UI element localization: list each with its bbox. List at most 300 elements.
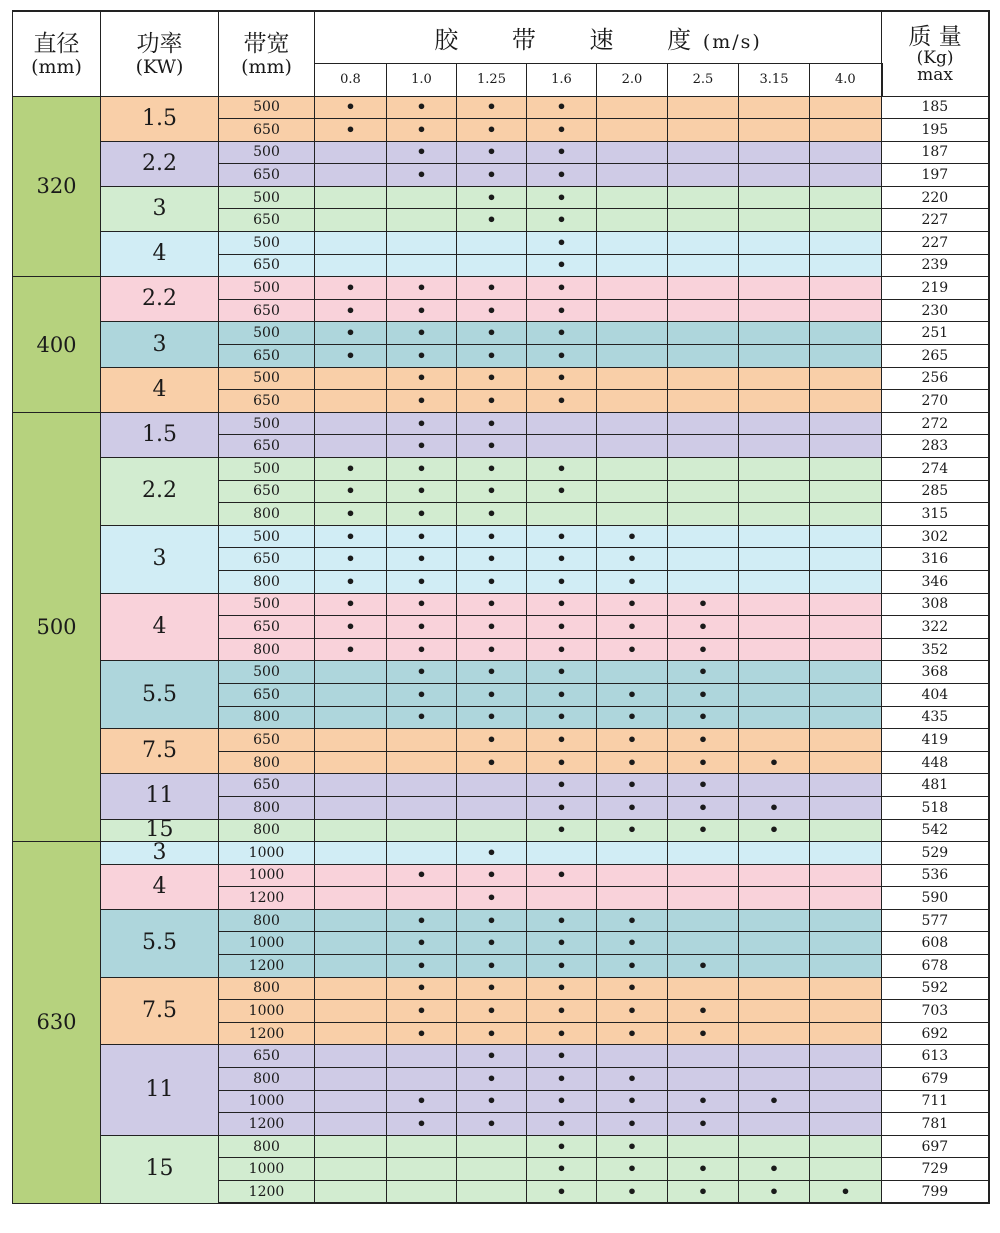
speed-cell-empty bbox=[527, 412, 597, 435]
power-cell: 4 bbox=[101, 864, 219, 909]
speed-available-mark: • bbox=[668, 706, 739, 729]
speed-cell-empty bbox=[597, 1045, 668, 1068]
speed-cell-empty bbox=[457, 254, 527, 277]
speed-available-mark: • bbox=[527, 164, 597, 187]
speed-cell-empty bbox=[739, 887, 810, 910]
speed-header-cell: 0.8 bbox=[315, 63, 387, 96]
speed-cell-empty bbox=[739, 638, 810, 661]
speed-cell-empty bbox=[810, 299, 882, 322]
speed-cell-empty bbox=[810, 796, 882, 819]
speed-available-mark: • bbox=[527, 932, 597, 955]
speed-cell-empty bbox=[810, 480, 882, 503]
speed-available-mark: • bbox=[387, 932, 457, 955]
speed-available-mark: • bbox=[457, 96, 527, 119]
power-cell: 5.5 bbox=[101, 661, 219, 729]
speed-cell-empty bbox=[739, 955, 810, 978]
mass-cell: 368 bbox=[882, 661, 989, 684]
speed-available-mark: • bbox=[527, 593, 597, 616]
table-row bbox=[13, 277, 989, 300]
speed-available-mark: • bbox=[527, 277, 597, 300]
speed-cell-empty bbox=[739, 1022, 810, 1045]
speed-cell-empty bbox=[668, 503, 739, 526]
speed-cell-empty bbox=[527, 503, 597, 526]
speed-available-mark: • bbox=[527, 819, 597, 842]
speed-cell-empty bbox=[739, 390, 810, 413]
belt-width-cell: 500 bbox=[219, 593, 315, 616]
speed-cell-empty bbox=[810, 593, 882, 616]
belt-width-cell: 800 bbox=[219, 503, 315, 526]
speed-cell-empty bbox=[810, 638, 882, 661]
speed-available-mark: • bbox=[387, 1090, 457, 1113]
speed-available-mark: • bbox=[387, 661, 457, 684]
power-cell: 4 bbox=[101, 232, 219, 277]
mass-cell: 265 bbox=[882, 345, 989, 368]
speed-available-mark: • bbox=[597, 706, 668, 729]
speed-available-mark: • bbox=[457, 683, 527, 706]
table-row bbox=[13, 864, 989, 887]
speed-cell-empty bbox=[597, 458, 668, 481]
speed-cell-empty bbox=[315, 977, 387, 1000]
power-header bbox=[101, 11, 219, 96]
speed-cell-empty bbox=[315, 412, 387, 435]
speed-cell-empty bbox=[810, 164, 882, 187]
speed-title-char: 度 bbox=[667, 25, 694, 54]
mass-cell: 781 bbox=[882, 1113, 989, 1136]
speed-available-mark: • bbox=[315, 458, 387, 481]
speed-available-mark: • bbox=[810, 1181, 882, 1204]
speed-available-mark: • bbox=[527, 864, 597, 887]
speed-cell-empty bbox=[597, 480, 668, 503]
speed-available-mark: • bbox=[527, 1181, 597, 1204]
belt-width-cell: 500 bbox=[219, 458, 315, 481]
speed-cell-empty bbox=[810, 119, 882, 142]
speed-available-mark: • bbox=[527, 1045, 597, 1068]
speed-cell-empty bbox=[315, 706, 387, 729]
speed-available-mark: • bbox=[527, 1000, 597, 1023]
speed-cell-empty bbox=[387, 1181, 457, 1204]
speed-cell-empty bbox=[668, 254, 739, 277]
speed-available-mark: • bbox=[315, 299, 387, 322]
speed-cell-empty bbox=[668, 977, 739, 1000]
table-row bbox=[13, 661, 989, 684]
speed-available-mark: • bbox=[457, 186, 527, 209]
speed-cell-empty bbox=[668, 909, 739, 932]
speed-available-mark: • bbox=[457, 977, 527, 1000]
mass-unit: (Kg) bbox=[916, 47, 954, 68]
speed-cell-empty bbox=[739, 299, 810, 322]
mass-cell: 322 bbox=[882, 616, 989, 639]
speed-available-mark: • bbox=[457, 729, 527, 752]
power-cell: 15 bbox=[101, 1135, 219, 1203]
speed-available-mark: • bbox=[457, 661, 527, 684]
speed-available-mark: • bbox=[457, 299, 527, 322]
speed-available-mark: • bbox=[668, 593, 739, 616]
speed-cell-empty bbox=[668, 232, 739, 255]
belt-width-cell: 800 bbox=[219, 751, 315, 774]
speed-available-mark: • bbox=[315, 616, 387, 639]
speed-cell-empty bbox=[739, 1113, 810, 1136]
speed-cell-empty bbox=[739, 548, 810, 571]
speed-available-mark: • bbox=[457, 932, 527, 955]
power-cell: 2.2 bbox=[101, 141, 219, 186]
power-cell: 3 bbox=[101, 322, 219, 367]
speed-available-mark: • bbox=[457, 842, 527, 865]
mass-max: max bbox=[917, 64, 953, 85]
speed-cell-empty bbox=[739, 774, 810, 797]
belt-width-cell: 650 bbox=[219, 119, 315, 142]
mass-cell: 185 bbox=[882, 96, 989, 119]
speed-cell-empty bbox=[315, 254, 387, 277]
speed-cell-empty bbox=[810, 751, 882, 774]
speed-available-mark: • bbox=[387, 390, 457, 413]
speed-cell-empty bbox=[668, 367, 739, 390]
speed-available-mark: • bbox=[315, 345, 387, 368]
speed-cell-empty bbox=[315, 1181, 387, 1204]
speed-available-mark: • bbox=[457, 548, 527, 571]
speed-cell-empty bbox=[810, 570, 882, 593]
speed-available-mark: • bbox=[457, 119, 527, 142]
speed-cell-empty bbox=[668, 345, 739, 368]
speed-cell-empty bbox=[668, 525, 739, 548]
speed-available-mark: • bbox=[668, 1090, 739, 1113]
speed-cell-empty bbox=[315, 435, 387, 458]
power-cell: 3 bbox=[101, 525, 219, 593]
mass-cell: 481 bbox=[882, 774, 989, 797]
speed-cell-empty bbox=[668, 322, 739, 345]
belt-width-cell: 500 bbox=[219, 412, 315, 435]
speed-cell-empty bbox=[597, 277, 668, 300]
speed-cell-empty bbox=[810, 1068, 882, 1091]
diameter-cell: 400 bbox=[13, 277, 101, 413]
speed-available-mark: • bbox=[315, 593, 387, 616]
speed-cell-empty bbox=[597, 345, 668, 368]
speed-cell-empty bbox=[810, 141, 882, 164]
speed-available-mark: • bbox=[387, 119, 457, 142]
speed-available-mark: • bbox=[527, 186, 597, 209]
speed-available-mark: • bbox=[739, 796, 810, 819]
speed-cell-empty bbox=[668, 141, 739, 164]
power-unit: (KW) bbox=[135, 55, 184, 78]
speed-cell-empty bbox=[315, 1022, 387, 1045]
table-row bbox=[13, 1045, 989, 1068]
speed-cell-empty bbox=[597, 119, 668, 142]
speed-available-mark: • bbox=[597, 570, 668, 593]
speed-available-mark: • bbox=[387, 525, 457, 548]
speed-available-mark: • bbox=[457, 322, 527, 345]
speed-cell-empty bbox=[810, 345, 882, 368]
mass-cell: 230 bbox=[882, 299, 989, 322]
belt-width-cell: 500 bbox=[219, 141, 315, 164]
mass-cell: 219 bbox=[882, 277, 989, 300]
speed-cell-empty bbox=[387, 751, 457, 774]
speed-available-mark: • bbox=[527, 548, 597, 571]
speed-available-mark: • bbox=[597, 1022, 668, 1045]
mass-cell: 536 bbox=[882, 864, 989, 887]
mass-cell: 227 bbox=[882, 209, 989, 232]
speed-cell-empty bbox=[315, 367, 387, 390]
speed-cell-empty bbox=[315, 164, 387, 187]
speed-cell-empty bbox=[810, 458, 882, 481]
speed-cell-empty bbox=[810, 932, 882, 955]
power-cell: 11 bbox=[101, 774, 219, 819]
speed-available-mark: • bbox=[527, 299, 597, 322]
speed-available-mark: • bbox=[387, 412, 457, 435]
speed-available-mark: • bbox=[597, 683, 668, 706]
belt-width-cell: 500 bbox=[219, 96, 315, 119]
power-cell: 3 bbox=[101, 842, 219, 865]
speed-cell-empty bbox=[668, 842, 739, 865]
speed-available-mark: • bbox=[387, 570, 457, 593]
speed-cell-empty bbox=[668, 96, 739, 119]
speed-available-mark: • bbox=[457, 412, 527, 435]
speed-available-mark: • bbox=[387, 955, 457, 978]
mass-cell: 542 bbox=[882, 819, 989, 842]
speed-available-mark: • bbox=[668, 1181, 739, 1204]
speed-cell-empty bbox=[597, 141, 668, 164]
speed-available-mark: • bbox=[457, 503, 527, 526]
speed-cell-empty bbox=[668, 209, 739, 232]
speed-cell-empty bbox=[810, 616, 882, 639]
speed-header-cell: 2.5 bbox=[668, 63, 739, 96]
speed-available-mark: • bbox=[387, 435, 457, 458]
speed-available-mark: • bbox=[527, 96, 597, 119]
speed-available-mark: • bbox=[597, 638, 668, 661]
mass-cell: 529 bbox=[882, 842, 989, 865]
speed-available-mark: • bbox=[387, 345, 457, 368]
table-body bbox=[13, 96, 989, 1203]
belt-width-cell: 1000 bbox=[219, 1090, 315, 1113]
speed-cell-empty bbox=[739, 977, 810, 1000]
mass-cell: 404 bbox=[882, 683, 989, 706]
speed-available-mark: • bbox=[387, 480, 457, 503]
speed-cell-empty bbox=[668, 1068, 739, 1091]
mass-cell: 239 bbox=[882, 254, 989, 277]
speed-cell-empty bbox=[315, 209, 387, 232]
speed-cell-empty bbox=[315, 864, 387, 887]
speed-cell-empty bbox=[315, 887, 387, 910]
speed-cell-empty bbox=[810, 774, 882, 797]
speed-available-mark: • bbox=[457, 638, 527, 661]
mass-cell: 346 bbox=[882, 570, 989, 593]
speed-available-mark: • bbox=[457, 593, 527, 616]
speed-available-mark: • bbox=[527, 119, 597, 142]
speed-cell-empty bbox=[315, 729, 387, 752]
speed-cell-empty bbox=[315, 232, 387, 255]
belt-width-cell: 500 bbox=[219, 367, 315, 390]
mass-cell: 592 bbox=[882, 977, 989, 1000]
speed-available-mark: • bbox=[527, 209, 597, 232]
belt-width-cell: 1000 bbox=[219, 842, 315, 865]
speed-cell-empty bbox=[597, 164, 668, 187]
mass-cell: 251 bbox=[882, 322, 989, 345]
speed-available-mark: • bbox=[597, 909, 668, 932]
mass-cell: 285 bbox=[882, 480, 989, 503]
speed-available-mark: • bbox=[457, 1090, 527, 1113]
speed-available-mark: • bbox=[527, 729, 597, 752]
speed-available-mark: • bbox=[668, 751, 739, 774]
mass-cell: 692 bbox=[882, 1022, 989, 1045]
mass-cell: 590 bbox=[882, 887, 989, 910]
speed-available-mark: • bbox=[387, 909, 457, 932]
speed-available-mark: • bbox=[668, 774, 739, 797]
speed-cell-empty bbox=[597, 209, 668, 232]
speed-available-mark: • bbox=[597, 1068, 668, 1091]
speed-available-mark: • bbox=[527, 480, 597, 503]
speed-cell-empty bbox=[597, 864, 668, 887]
mass-cell: 711 bbox=[882, 1090, 989, 1113]
mass-title: 质 量 bbox=[908, 23, 962, 50]
table-row bbox=[13, 322, 989, 345]
speed-cell-empty bbox=[597, 661, 668, 684]
table-row bbox=[13, 367, 989, 390]
belt-width-cell: 650 bbox=[219, 299, 315, 322]
speed-cell-empty bbox=[739, 458, 810, 481]
speed-cell-empty bbox=[668, 548, 739, 571]
width-unit: (mm) bbox=[241, 55, 292, 78]
speed-available-mark: • bbox=[527, 345, 597, 368]
speed-cell-empty bbox=[315, 683, 387, 706]
mass-cell: 577 bbox=[882, 909, 989, 932]
speed-cell-empty bbox=[739, 1135, 810, 1158]
mass-cell: 419 bbox=[882, 729, 989, 752]
speed-cell-empty bbox=[597, 367, 668, 390]
speed-cell-empty bbox=[810, 887, 882, 910]
speed-cell-empty bbox=[739, 593, 810, 616]
power-cell: 15 bbox=[101, 819, 219, 842]
power-cell: 11 bbox=[101, 1045, 219, 1135]
speed-available-mark: • bbox=[597, 819, 668, 842]
speed-cell-empty bbox=[315, 819, 387, 842]
belt-width-cell: 650 bbox=[219, 616, 315, 639]
speed-cell-empty bbox=[668, 932, 739, 955]
speed-cell-empty bbox=[387, 774, 457, 797]
speed-available-mark: • bbox=[527, 1135, 597, 1158]
speed-cell-empty bbox=[810, 706, 882, 729]
belt-width-cell: 1000 bbox=[219, 864, 315, 887]
speed-cell-empty bbox=[315, 1135, 387, 1158]
speed-available-mark: • bbox=[457, 141, 527, 164]
speed-title-char: 胶 bbox=[434, 25, 461, 54]
speed-title-char: 带 bbox=[511, 25, 538, 54]
speed-cell-empty bbox=[810, 842, 882, 865]
speed-available-mark: • bbox=[387, 367, 457, 390]
speed-available-mark: • bbox=[527, 909, 597, 932]
speed-available-mark: • bbox=[668, 661, 739, 684]
mass-cell: 256 bbox=[882, 367, 989, 390]
speed-available-mark: • bbox=[387, 1022, 457, 1045]
diameter-cell: 500 bbox=[13, 412, 101, 841]
speed-title-char: 速 bbox=[589, 25, 616, 54]
belt-width-cell: 650 bbox=[219, 548, 315, 571]
speed-cell-empty bbox=[668, 458, 739, 481]
speed-cell-empty bbox=[315, 1000, 387, 1023]
speed-available-mark: • bbox=[387, 322, 457, 345]
mass-cell: 302 bbox=[882, 525, 989, 548]
speed-cell-empty bbox=[739, 842, 810, 865]
speed-available-mark: • bbox=[315, 548, 387, 571]
speed-cell-empty bbox=[739, 345, 810, 368]
speed-cell-empty bbox=[597, 503, 668, 526]
speed-available-mark: • bbox=[597, 932, 668, 955]
speed-available-mark: • bbox=[597, 593, 668, 616]
mass-cell: 799 bbox=[882, 1181, 989, 1204]
speed-cell-empty bbox=[315, 909, 387, 932]
speed-available-mark: • bbox=[315, 322, 387, 345]
speed-cell-empty bbox=[739, 729, 810, 752]
belt-width-cell: 650 bbox=[219, 209, 315, 232]
speed-available-mark: • bbox=[668, 955, 739, 978]
speed-available-mark: • bbox=[457, 1045, 527, 1068]
speed-unit: (m/s) bbox=[702, 30, 762, 53]
speed-cell-empty bbox=[387, 819, 457, 842]
speed-available-mark: • bbox=[315, 638, 387, 661]
speed-cell-empty bbox=[810, 412, 882, 435]
power-cell: 7.5 bbox=[101, 977, 219, 1045]
mass-cell: 274 bbox=[882, 458, 989, 481]
table-header bbox=[13, 11, 989, 96]
speed-available-mark: • bbox=[457, 209, 527, 232]
speed-cell-empty bbox=[668, 299, 739, 322]
speed-available-mark: • bbox=[668, 729, 739, 752]
table-row bbox=[13, 593, 989, 616]
speed-available-mark: • bbox=[527, 616, 597, 639]
speed-cell-empty bbox=[739, 141, 810, 164]
speed-available-mark: • bbox=[387, 458, 457, 481]
speed-cell-empty bbox=[739, 706, 810, 729]
speed-available-mark: • bbox=[457, 751, 527, 774]
mass-cell: 197 bbox=[882, 164, 989, 187]
speed-cell-empty bbox=[387, 1045, 457, 1068]
speed-available-mark: • bbox=[527, 322, 597, 345]
speed-header-cell: 1.0 bbox=[387, 63, 457, 96]
belt-width-cell: 800 bbox=[219, 570, 315, 593]
table-row bbox=[13, 412, 989, 435]
diameter-title: 直径 bbox=[33, 30, 80, 57]
diameter-unit: (mm) bbox=[31, 55, 82, 78]
table-row bbox=[13, 774, 989, 797]
speed-available-mark: • bbox=[457, 1000, 527, 1023]
speed-available-mark: • bbox=[527, 1068, 597, 1091]
mass-cell: 283 bbox=[882, 435, 989, 458]
speed-cell-empty bbox=[739, 322, 810, 345]
table-row bbox=[13, 842, 989, 865]
speed-cell-empty bbox=[457, 1135, 527, 1158]
speed-cell-empty bbox=[457, 796, 527, 819]
speed-available-mark: • bbox=[527, 525, 597, 548]
speed-cell-empty bbox=[597, 842, 668, 865]
power-cell: 5.5 bbox=[101, 909, 219, 977]
speed-cell-empty bbox=[810, 1113, 882, 1136]
speed-available-mark: • bbox=[457, 864, 527, 887]
speed-cell-empty bbox=[597, 96, 668, 119]
speed-available-mark: • bbox=[597, 1113, 668, 1136]
speed-available-mark: • bbox=[457, 1113, 527, 1136]
speed-cell-empty bbox=[387, 729, 457, 752]
speed-cell-empty bbox=[315, 842, 387, 865]
speed-available-mark: • bbox=[739, 1158, 810, 1181]
speed-header-cell: 1.25 bbox=[457, 63, 527, 96]
speed-available-mark: • bbox=[315, 96, 387, 119]
belt-width-cell: 1000 bbox=[219, 1158, 315, 1181]
belt-width-cell: 800 bbox=[219, 1135, 315, 1158]
speed-available-mark: • bbox=[597, 729, 668, 752]
speed-cell-empty bbox=[387, 1135, 457, 1158]
table-row bbox=[13, 186, 989, 209]
belt-width-cell: 800 bbox=[219, 706, 315, 729]
speed-cell-empty bbox=[668, 1045, 739, 1068]
speed-cell-empty bbox=[810, 955, 882, 978]
speed-cell-empty bbox=[810, 525, 882, 548]
